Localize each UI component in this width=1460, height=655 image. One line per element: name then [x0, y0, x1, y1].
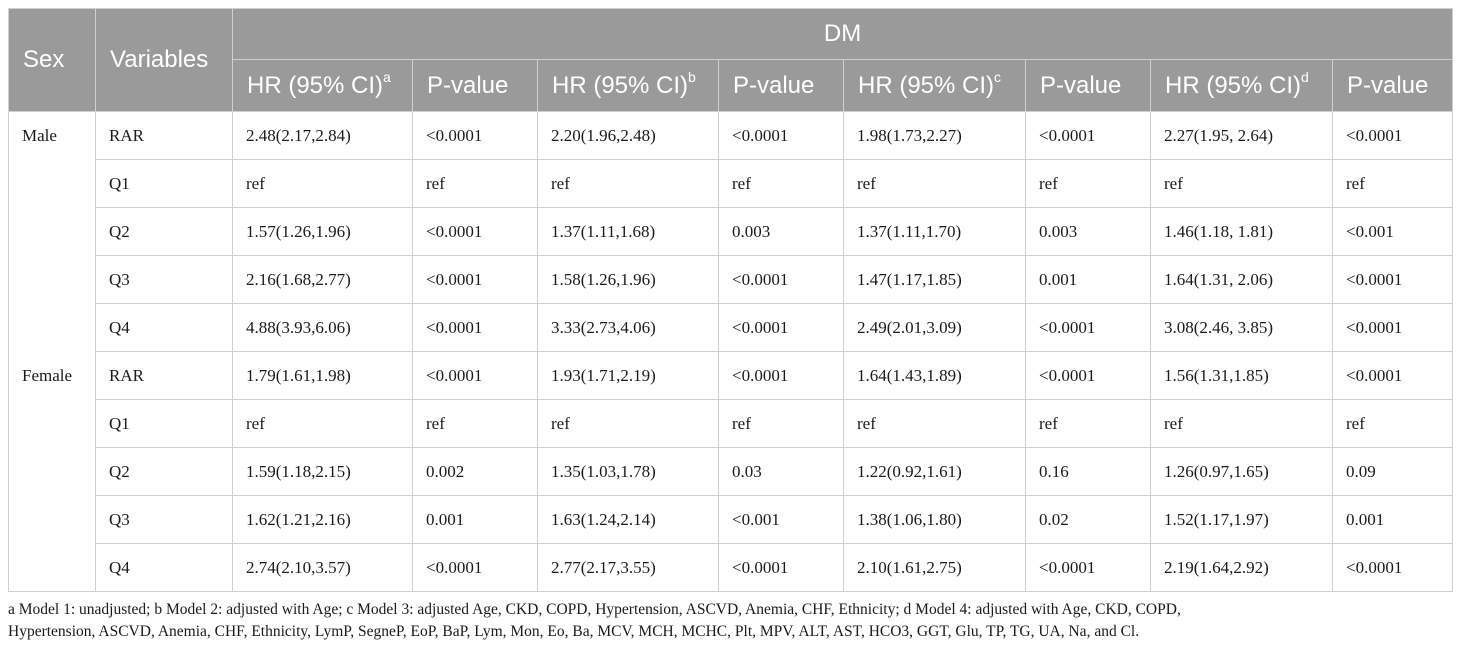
- cell-hr-ci: 1.62(1.21,2.16): [233, 496, 413, 544]
- footnote-line-2: Hypertension, ASCVD, Anemia, CHF, Ethnicity, LymP, SegneP, EoP, BaP, Lym, Mon, Eo, Ba, MCV, MCH, MCHC, Plt, MPV, ALT, AST, HCO3, GGT, Glu, TP, TG, UA, Na, and Cl.: [8, 623, 1140, 640]
- cell-hr-ci: ref: [1151, 400, 1333, 448]
- cell-hr-ci: 1.64(1.43,1.89): [844, 352, 1026, 400]
- cell-hr-ci: ref: [233, 400, 413, 448]
- cell-hr-ci: 1.64(1.31, 2.06): [1151, 256, 1333, 304]
- table-row: [9, 400, 1453, 448]
- cell-hr-ci: 3.08(2.46, 3.85): [1151, 304, 1333, 352]
- cell-hr-ci: 1.37(1.11,1.68): [538, 208, 719, 256]
- cell-hr-ci: 1.22(0.92,1.61): [844, 448, 1026, 496]
- cell-p-value: 0.02: [1026, 496, 1151, 544]
- cell-hr-ci: 1.93(1.71,2.19): [538, 352, 719, 400]
- cell-p-value: <0.0001: [413, 256, 538, 304]
- cell-p-value: 0.001: [1333, 496, 1453, 544]
- header-col-superscript: c: [994, 69, 1002, 85]
- header-col-label: P-value: [427, 71, 509, 99]
- cell-p-value: ref: [719, 160, 844, 208]
- cell-variable: Q1: [96, 400, 233, 448]
- header-col-label: HR (95% CI): [247, 72, 384, 99]
- header-col-p-value: [413, 60, 538, 112]
- cell-variable: Q3: [96, 496, 233, 544]
- cell-p-value: 0.001: [1026, 256, 1151, 304]
- cell-p-value: <0.0001: [413, 208, 538, 256]
- cell-p-value: ref: [719, 400, 844, 448]
- cell-p-value: 0.002: [413, 448, 538, 496]
- cell-hr-ci: 1.98(1.73,2.27): [844, 112, 1026, 160]
- table-row: [9, 112, 1453, 160]
- header-col-label: HR (95% CI): [1165, 72, 1302, 99]
- header-col-superscript: b: [688, 69, 696, 85]
- hazard-ratio-table: [8, 8, 1453, 592]
- cell-sex: [9, 208, 96, 256]
- cell-variable: Q2: [96, 448, 233, 496]
- cell-sex: Female: [9, 352, 96, 400]
- table-row: [9, 352, 1453, 400]
- cell-hr-ci: 1.57(1.26,1.96): [233, 208, 413, 256]
- cell-p-value: <0.001: [1333, 208, 1453, 256]
- table-body: [9, 112, 1453, 592]
- cell-hr-ci: 1.46(1.18, 1.81): [1151, 208, 1333, 256]
- cell-variable: Q3: [96, 256, 233, 304]
- cell-sex: [9, 304, 96, 352]
- cell-p-value: 0.09: [1333, 448, 1453, 496]
- cell-hr-ci: 2.49(2.01,3.09): [844, 304, 1026, 352]
- cell-variable: Q4: [96, 304, 233, 352]
- cell-variable: Q4: [96, 544, 233, 592]
- table-row: [9, 544, 1453, 592]
- cell-p-value: 0.03: [719, 448, 844, 496]
- header-col-p-value: [719, 60, 844, 112]
- header-col-hr-ci: [844, 60, 1026, 112]
- table-row: [9, 208, 1453, 256]
- cell-hr-ci: ref: [538, 400, 719, 448]
- footnote-line-1: a Model 1: unadjusted; b Model 2: adjusted with Age; c Model 3: adjusted Age, CKD, COPD, Hypertension, ASCVD, Anemia, CHF, Ethnicity; d Model 4: adjusted with Age, CKD, COPD,: [8, 601, 1181, 618]
- table-row: [9, 256, 1453, 304]
- cell-hr-ci: 1.52(1.17,1.97): [1151, 496, 1333, 544]
- cell-hr-ci: 1.56(1.31,1.85): [1151, 352, 1333, 400]
- cell-p-value: <0.0001: [413, 112, 538, 160]
- cell-hr-ci: 4.88(3.93,6.06): [233, 304, 413, 352]
- cell-p-value: <0.0001: [413, 352, 538, 400]
- header-row-group: [9, 9, 1453, 60]
- cell-hr-ci: 1.63(1.24,2.14): [538, 496, 719, 544]
- cell-p-value: 0.16: [1026, 448, 1151, 496]
- cell-p-value: ref: [413, 400, 538, 448]
- cell-p-value: ref: [1333, 400, 1453, 448]
- cell-sex: [9, 160, 96, 208]
- cell-p-value: <0.0001: [413, 304, 538, 352]
- cell-p-value: <0.0001: [1333, 352, 1453, 400]
- cell-hr-ci: 2.10(1.61,2.75): [844, 544, 1026, 592]
- header-variables: Variables: [96, 9, 233, 112]
- cell-p-value: 0.001: [413, 496, 538, 544]
- cell-p-value: 0.003: [1026, 208, 1151, 256]
- cell-p-value: <0.0001: [413, 544, 538, 592]
- cell-p-value: <0.0001: [719, 256, 844, 304]
- cell-p-value: <0.0001: [1026, 304, 1151, 352]
- cell-variable: Q2: [96, 208, 233, 256]
- header-col-label: P-value: [1040, 71, 1122, 99]
- cell-hr-ci: 2.27(1.95, 2.64): [1151, 112, 1333, 160]
- header-sex: Sex: [9, 9, 96, 112]
- cell-hr-ci: 2.48(2.17,2.84): [233, 112, 413, 160]
- table-row: [9, 160, 1453, 208]
- cell-hr-ci: 1.58(1.26,1.96): [538, 256, 719, 304]
- cell-sex: Male: [9, 112, 96, 160]
- cell-sex: [9, 448, 96, 496]
- cell-p-value: <0.0001: [1333, 544, 1453, 592]
- cell-p-value: <0.0001: [1026, 112, 1151, 160]
- cell-hr-ci: ref: [844, 400, 1026, 448]
- cell-sex: [9, 256, 96, 304]
- table-row: [9, 304, 1453, 352]
- cell-p-value: <0.0001: [719, 544, 844, 592]
- cell-p-value: <0.0001: [1333, 112, 1453, 160]
- cell-hr-ci: 1.59(1.18,2.15): [233, 448, 413, 496]
- cell-hr-ci: 1.38(1.06,1.80): [844, 496, 1026, 544]
- header-col-label: P-value: [1347, 71, 1429, 99]
- cell-hr-ci: ref: [538, 160, 719, 208]
- cell-p-value: <0.0001: [1026, 544, 1151, 592]
- header-col-hr-ci: [1151, 60, 1333, 112]
- cell-variable: RAR: [96, 352, 233, 400]
- cell-hr-ci: 1.37(1.11,1.70): [844, 208, 1026, 256]
- cell-hr-ci: 1.26(0.97,1.65): [1151, 448, 1333, 496]
- table-row: [9, 496, 1453, 544]
- cell-hr-ci: 2.19(1.64,2.92): [1151, 544, 1333, 592]
- table-row: [9, 448, 1453, 496]
- cell-sex: [9, 496, 96, 544]
- header-col-superscript: a: [383, 69, 391, 85]
- cell-hr-ci: ref: [233, 160, 413, 208]
- cell-hr-ci: ref: [1151, 160, 1333, 208]
- header-dm-group: DM: [233, 9, 1453, 60]
- cell-p-value: <0.0001: [1333, 304, 1453, 352]
- cell-p-value: ref: [1026, 160, 1151, 208]
- header-col-p-value: [1026, 60, 1151, 112]
- cell-hr-ci: ref: [844, 160, 1026, 208]
- cell-p-value: <0.0001: [1333, 256, 1453, 304]
- header-col-label: HR (95% CI): [858, 72, 995, 99]
- cell-p-value: <0.0001: [719, 304, 844, 352]
- cell-p-value: ref: [1333, 160, 1453, 208]
- cell-hr-ci: 2.16(1.68,2.77): [233, 256, 413, 304]
- cell-hr-ci: 2.74(2.10,3.57): [233, 544, 413, 592]
- cell-hr-ci: 2.20(1.96,2.48): [538, 112, 719, 160]
- cell-hr-ci: 1.47(1.17,1.85): [844, 256, 1026, 304]
- cell-p-value: 0.003: [719, 208, 844, 256]
- cell-p-value: <0.0001: [1026, 352, 1151, 400]
- cell-hr-ci: 1.35(1.03,1.78): [538, 448, 719, 496]
- cell-p-value: ref: [1026, 400, 1151, 448]
- table-footnote: [8, 599, 1452, 643]
- cell-variable: Q1: [96, 160, 233, 208]
- cell-hr-ci: 3.33(2.73,4.06): [538, 304, 719, 352]
- header-col-label: HR (95% CI): [552, 72, 689, 99]
- cell-variable: RAR: [96, 112, 233, 160]
- cell-hr-ci: 2.77(2.17,3.55): [538, 544, 719, 592]
- header-col-hr-ci: [233, 60, 413, 112]
- header-col-hr-ci: [538, 60, 719, 112]
- cell-sex: [9, 544, 96, 592]
- cell-p-value: <0.0001: [719, 352, 844, 400]
- header-col-p-value: [1333, 60, 1453, 112]
- cell-p-value: <0.001: [719, 496, 844, 544]
- cell-p-value: ref: [413, 160, 538, 208]
- header-col-superscript: d: [1301, 69, 1309, 85]
- results-table-container: [8, 8, 1452, 592]
- cell-p-value: <0.0001: [719, 112, 844, 160]
- cell-hr-ci: 1.79(1.61,1.98): [233, 352, 413, 400]
- cell-sex: [9, 400, 96, 448]
- header-col-label: P-value: [733, 71, 815, 99]
